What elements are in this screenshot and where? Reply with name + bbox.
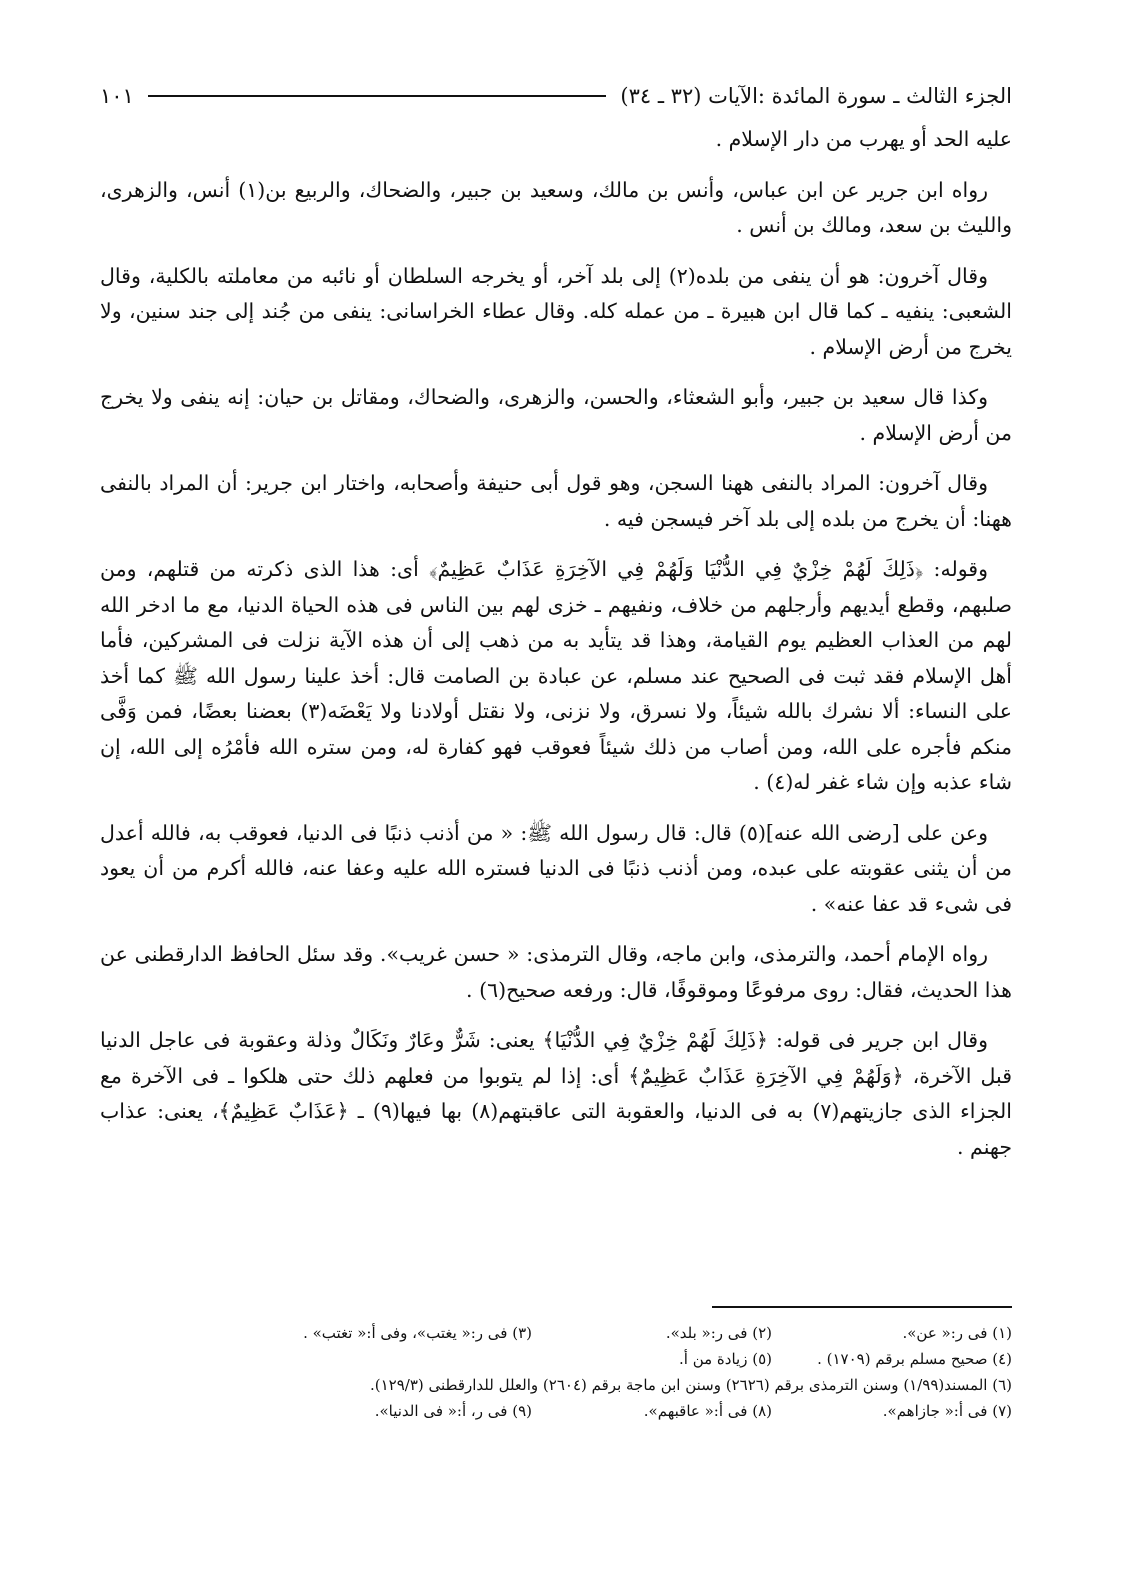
footnote: (٤) صحيح مسلم برقم (١٧٠٩) . bbox=[817, 1350, 1012, 1368]
footnote-rule bbox=[712, 1306, 1012, 1308]
footnote-row bbox=[100, 1372, 1012, 1398]
paragraph: رواه الإمام أحمد، والترمذى، وابن ماجه، وقال الترمذى: « حسن غريب». وقد سئل الحافظ الدارقطنى عن هذا الحديث، فقال: روى مرفوعًا وموقوفًا، قال: ورفعه صحيح(٦) . bbox=[100, 942, 1012, 1002]
footnote: (٨) فى أ:« عاقبهم». bbox=[643, 1402, 772, 1420]
footnote-row bbox=[100, 1398, 1012, 1424]
paragraph: وقال آخرون: هو أن ينفى من بلده(٢) إلى بلد آخر، أو يخرجه السلطان أو نائبه من معاملته بالكلية، وقال الشعبى: ينفيه ـ كما قال ابن هبيرة ـ من عمله كله. وقال عطاء الخراسانى: ينفى من جُند إلى جند سنين، ولا يخرج من أرض الإسلام . bbox=[100, 263, 1012, 359]
footnote-row bbox=[100, 1320, 1012, 1346]
footnote: (٩) فى ر، أ:« فى الدنيا». bbox=[374, 1402, 532, 1420]
page bbox=[100, 78, 1012, 1420]
footnote: (٥) زيادة من أ. bbox=[679, 1350, 772, 1368]
running-title: الجزء الثالث ـ سورة المائدة :الآيات (٣٢ ـ ٣٤) bbox=[620, 84, 1012, 108]
footnote: (٢) فى ر:« بلد». bbox=[665, 1324, 772, 1342]
footnotes bbox=[100, 1306, 1012, 1424]
footnote-row bbox=[100, 1346, 1012, 1372]
header-rule bbox=[148, 95, 607, 97]
paragraph: وقال ابن جرير فى قوله: ﴿ذَلِكَ لَهُمْ خِزْيٌ فِي الدُّنْيَا﴾ يعنى: شَرٌّ وعَارٌ ونَكَالٌ وذلة وعقوبة فى عاجل الدنيا قبل الآخرة، ﴿وَلَهُمْ فِي الآخِرَةِ عَذَابٌ عَظِيمٌ﴾ أى: إذا لم يتوبوا من فعلهم ذلك حتى هلكوا ـ فى الآخرة مع الجزاء الذى جازيتهم(٧) به فى الدنيا، والعقوبة التى عاقبتهم(٨) بها فيها(٩) ـ ﴿عَذَابٌ عَظِيمٌ﴾، يعنى: عذاب جهنم . bbox=[100, 1028, 1012, 1159]
footnote: (٦) المسند(١/٩٩) وسنن الترمذى برقم (٢٦٢٦) وسنن ابن ماجة برقم (٢٦٠٤) والعلل للدارقطنى (١٢٩/٣). bbox=[369, 1376, 1012, 1394]
page-header bbox=[100, 78, 1012, 114]
page-number: ١٠١ bbox=[100, 84, 134, 108]
footnote: (٣) فى ر:« يغتب»، وفى أ:« تغتب» . bbox=[303, 1324, 532, 1342]
paragraph: وعن على [رضى الله عنه](٥) قال: قال رسول الله ﷺ: « من أذنب ذنبًا فى الدنيا، فعوقب به، فالله أعدل من أن يثنى عقوبته على عبده، ومن أذنب ذنبًا فى الدنيا فستره الله عليه وعفا عنه، فالله أكرم من أن يعود فى شىء قد عفا عنه» . bbox=[100, 820, 1012, 916]
paragraph: وقال آخرون: المراد بالنفى ههنا السجن، وهو قول أبى حنيفة وأصحابه، واختار ابن جرير: أن المراد بالنفى ههنا: أن يخرج من بلده إلى بلد آخر فيسجن فيه . bbox=[100, 471, 1012, 531]
paragraph: وقوله: ﴿ذَلِكَ لَهُمْ خِزْيٌ فِي الدُّنْيَا وَلَهُمْ فِي الآخِرَةِ عَذَابٌ عَظِيمٌ﴾ أى: هذا الذى ذكرته من قتلهم، ومن صلبهم، وقطع أيديهم وأرجلهم من خلاف، ونفيهم ـ خزى لهم بين الناس فى هذه الحياة الدنيا، مع ما ادخر الله لهم من العذاب العظيم يوم القيامة، وهذا قد يتأيد به من ذهب إلى أن هذه الآية نزلت فى المشركين، فأما أهل الإسلام فقد ثبت فى الصحيح عند مسلم، عن عبادة بن الصامت قال: أخذ علينا رسول الله ﷺ كما أخذ على النساء: ألا نشرك بالله شيئاً، ولا نسرق، ولا نزنى، ولا نقتل أولادنا ولا يَعْضَه(٣) بعضنا بعضًا، فمن وَفَّى منكم فأجره على الله، ومن أصاب من ذلك شيئاً فعوقب فهو كفارة له، ومن ستره الله فأمْرُه إلى الله، إن شاء عذبه وإن شاء غفر له(٤) . bbox=[100, 557, 1012, 794]
footnote: (١) فى ر:« عن». bbox=[902, 1324, 1012, 1342]
paragraph: وكذا قال سعيد بن جبير، وأبو الشعثاء، والحسن، والزهرى، والضحاك، ومقاتل بن حيان: إنه ينفى ولا يخرج من أرض الإسلام . bbox=[100, 385, 1012, 445]
paragraph: عليه الحد أو يهرب من دار الإسلام . bbox=[715, 127, 1012, 151]
paragraph: رواه ابن جرير عن ابن عباس، وأنس بن مالك، وسعيد بن جبير، والضحاك، والربيع بن(١) أنس، والزهرى، والليث بن سعد، ومالك بن أنس . bbox=[100, 177, 1012, 237]
footnote: (٧) فى أ:« جازاهم». bbox=[882, 1402, 1012, 1420]
body-text bbox=[100, 122, 1012, 1165]
